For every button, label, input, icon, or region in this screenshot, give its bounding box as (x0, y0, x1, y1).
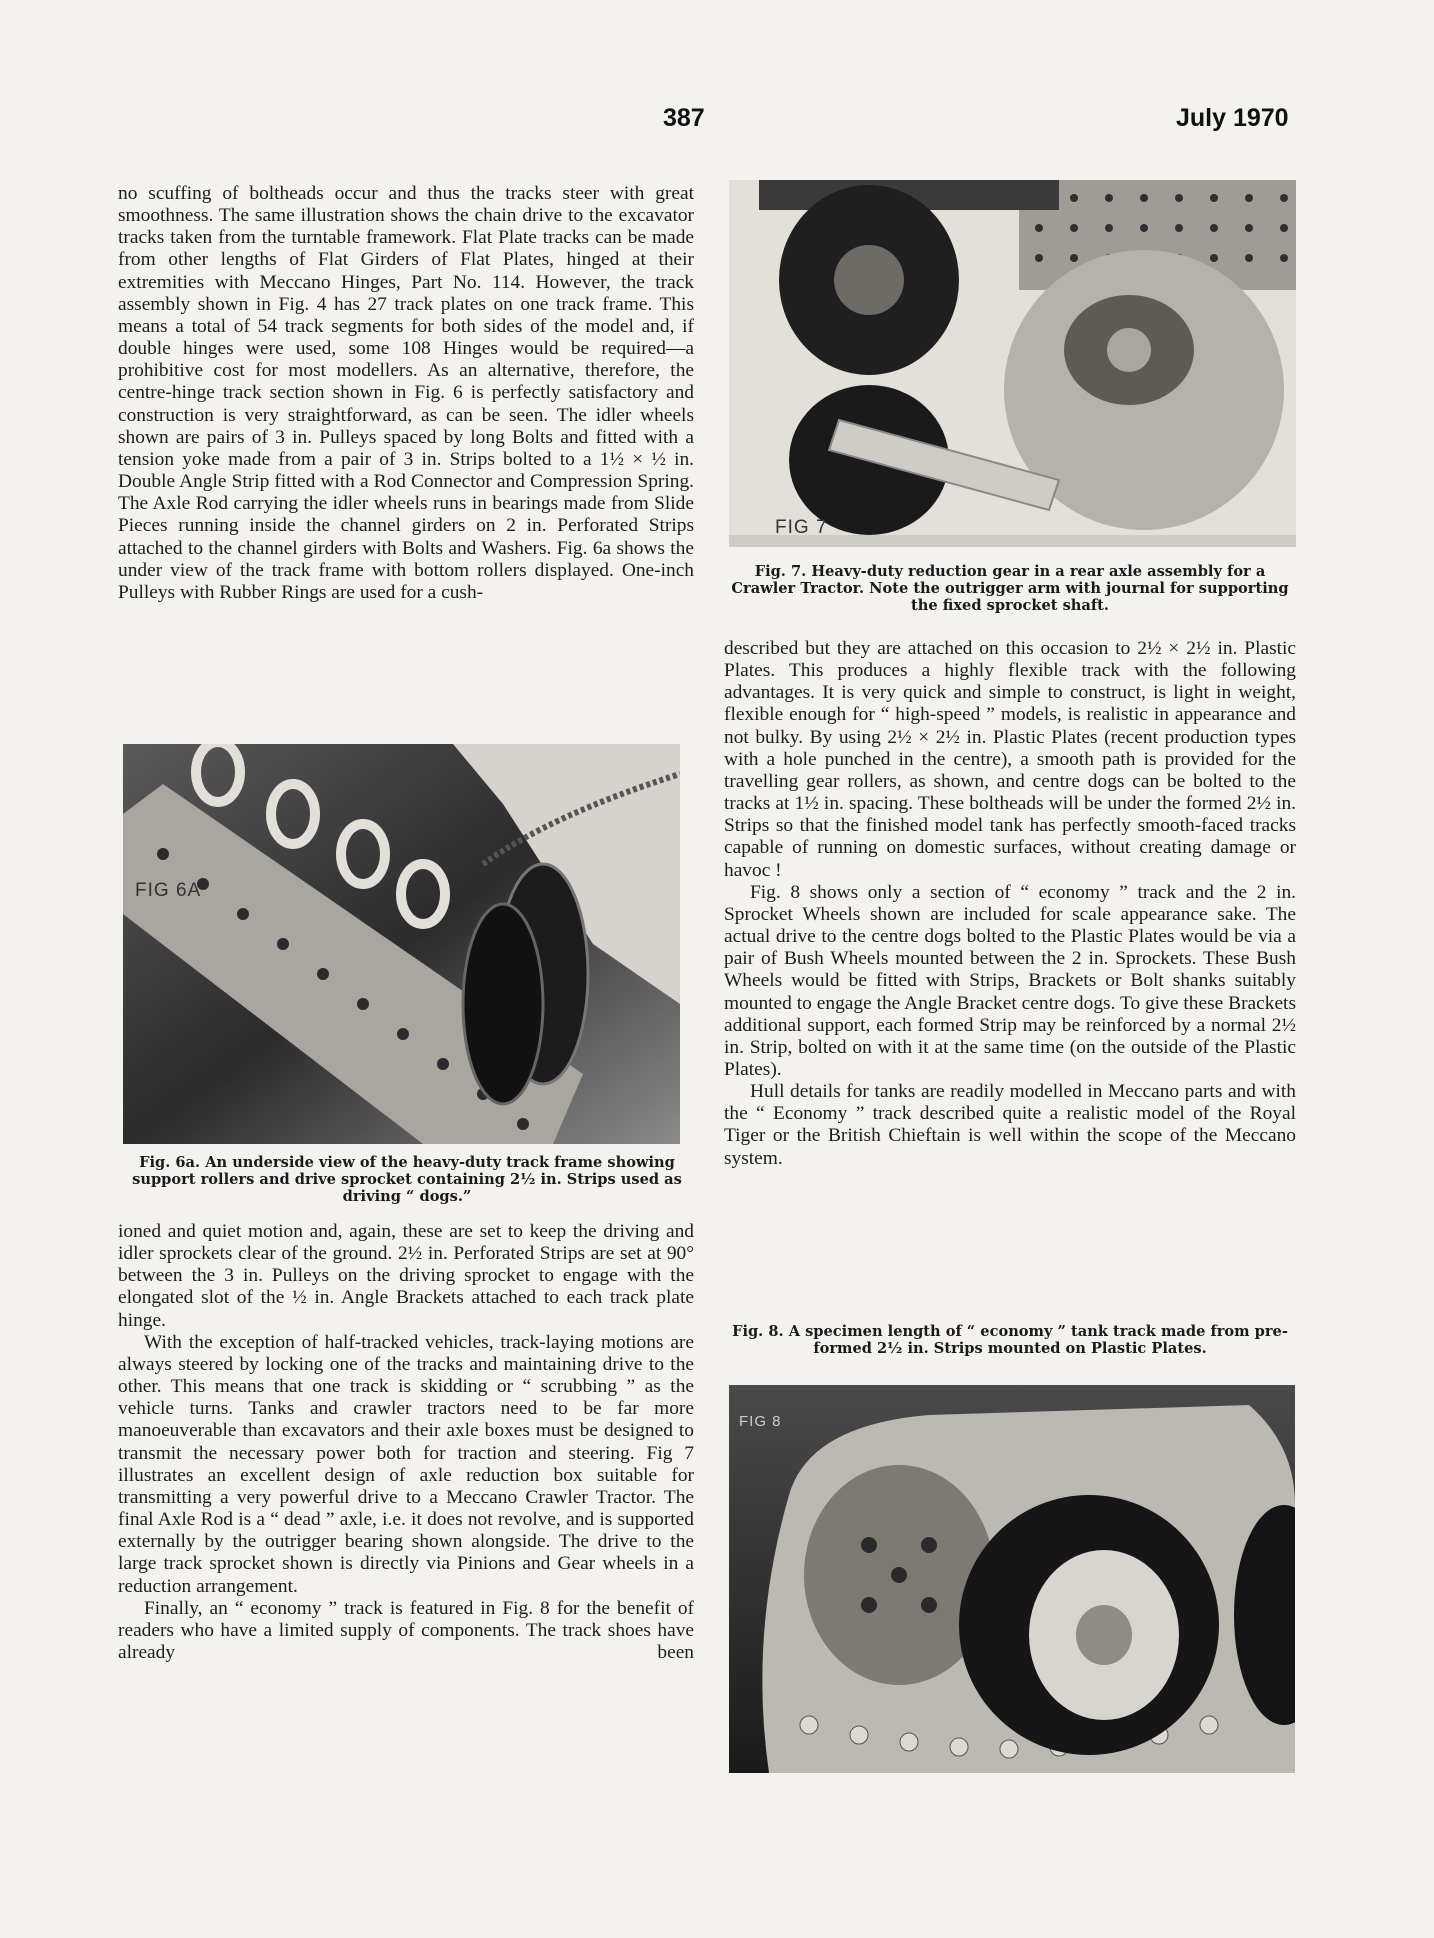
left-column-bottom (118, 1221, 694, 1664)
body-paragraph: With the exception of half-tracked vehicles, track-laying motions are always steered by locking one of the tracks and maintaining drive to the other. This means that one track is skidding or “ scrubbing ” as the vehicle turns. Tanks and crawler tractors need to be far more manoeuverable than excavators and their axle boxes must be designed to transmit the necessary power both for traction and steering. Fig 7 illustrates an excellent design of axle reduction box suitable for transmitting a very powerful drive to a Meccano Crawler Tractor. The final Axle Rod is a “ dead ” axle, i.e. it does not revolve, and is supported externally by the outrigger bearing shown alongside. The drive to the large track sprocket shown is directly via Pinions and Gear wheels in a reduction arrangement. (118, 1331, 694, 1597)
fig7-image (729, 180, 1296, 547)
right-column (724, 638, 1296, 1170)
fig7-caption-number: Fig. 7. (754, 563, 807, 580)
fig6a-photo (123, 744, 680, 1144)
fig6a-caption-number: Fig. 6a. (139, 1154, 201, 1171)
fig7-caption-text: Heavy-duty reduction gear in a rear axle assembly for a Crawler Tractor. Note the outrigger arm with journal for supporting the fixed sprocket shaft. (731, 563, 1289, 614)
body-paragraph: ioned and quiet motion and, again, these are set to keep the driving and idler sprockets clear of the ground. 2½ in. Perforated Strips are set at 90° between the 3 in. Pulleys on the driving sprocket to engage with the elongated slot of the ½ in. Angle Brackets attached to each track plate hinge. (118, 1221, 694, 1331)
left-column-top (118, 183, 694, 604)
fig7-label: FIG 7 (775, 517, 828, 538)
fig6a-caption-text: An underside view of the heavy-duty track frame showing support rollers and drive sprocket containing 2½ in. Strips used as driving “ dogs.” (132, 1154, 682, 1205)
fig8-label: FIG 8 (739, 1413, 782, 1430)
body-paragraph: Hull details for tanks are readily modelled in Meccano parts and with the “ Economy ” track described quite a realistic model of the Royal Tiger or the British Chieftain is well within the scope of the Meccano system. (724, 1081, 1296, 1169)
body-paragraph: Fig. 8 shows only a section of “ economy ” track and the 2 in. Sprocket Wheels shown are included for scale appearance sake. The actual drive to the centre dogs bolted to the Plastic Plates would be via a pair of Bush Wheels mounted between the 2 in. Sprockets. These Bush Wheels would be fitted with Strips, Brackets or Bolt shanks suitably mounted to engage the Angle Bracket centre dogs. To give these Brackets additional support, each formed Strip may be reinforced by a normal 2½ in. Strip, bolted on with it at the same time (on the outside of the Plastic Plates). (724, 881, 1296, 1080)
fig8-image (729, 1385, 1295, 1773)
page-number: 387 (663, 104, 705, 132)
fig8-photo (729, 1385, 1295, 1773)
fig6a-caption (120, 1154, 694, 1205)
body-paragraph: Finally, an “ economy ” track is featured in Fig. 8 for the benefit of readers who have a limited supply of components. The track shoes have already been (118, 1597, 694, 1663)
issue-date: July 1970 (1176, 104, 1289, 132)
fig8-caption (724, 1323, 1296, 1357)
fig8-caption-text: A specimen length of “ economy ” tank track made from pre-formed 2½ in. Strips mounted on Plastic Plates. (788, 1323, 1288, 1357)
body-paragraph: described but they are attached on this occasion to 2½ × 2½ in. Plastic Plates. This produces a highly flexible track with the following advantages. It is very quick and simple to construct, is light in weight, flexible enough for “ high-speed ” models, is realistic in appearance and not bulky. By using 2½ × 2½ in. Plastic Plates (recent production types with a hole punched in the centre), a smooth path is provided for the travelling gear rollers, as shown, and centre dogs can be bolted to the tracks at 1½ in. spacing. These boltheads will be under the formed 2½ in. Strips so that the finished model tank has perfectly smooth-faced tracks capable of running on domestic surfaces, without creating damage or havoc ! (724, 638, 1296, 881)
fig7-caption (724, 563, 1296, 614)
fig6a-image (123, 744, 680, 1144)
body-paragraph: no scuffing of boltheads occur and thus the tracks steer with great smoothness. The same illustration shows the chain drive to the excavator tracks taken from the turntable framework. Flat Plate tracks can be made from other lengths of Flat Girders of Flat Plates, hinged at their extremities with Meccano Hinges, Part No. 114. However, the track assembly shown in Fig. 4 has 27 track plates on one track frame. This means a total of 54 track segments for both sides of the model and, if double hinges were used, some 108 Hinges would be required—a prohibitive cost for most modellers. As an alternative, therefore, the centre-hinge track section shown in Fig. 6 is perfectly satisfactory and construction is very straightforward, as can be seen. The idler wheels shown are pairs of 3 in. Pulleys spaced by long Bolts and fitted with a tension yoke made from a pair of 3 in. Strips bolted to a 1½ × ½ in. Double Angle Strip fitted with a Rod Connector and Compression Spring. The Axle Rod carrying the idler wheels runs in bearings made from Slide Pieces running inside the channel girders on 2 in. Perforated Strips attached to the channel girders with Bolts and Washers. Fig. 6a shows the under view of the track frame with bottom rollers displayed. One-inch Pulleys with Rubber Rings are used for a cush- (118, 183, 694, 603)
fig7-photo (729, 180, 1296, 547)
fig6a-label: FIG 6A (135, 880, 202, 901)
fig8-caption-number: Fig. 8. (732, 1323, 784, 1340)
